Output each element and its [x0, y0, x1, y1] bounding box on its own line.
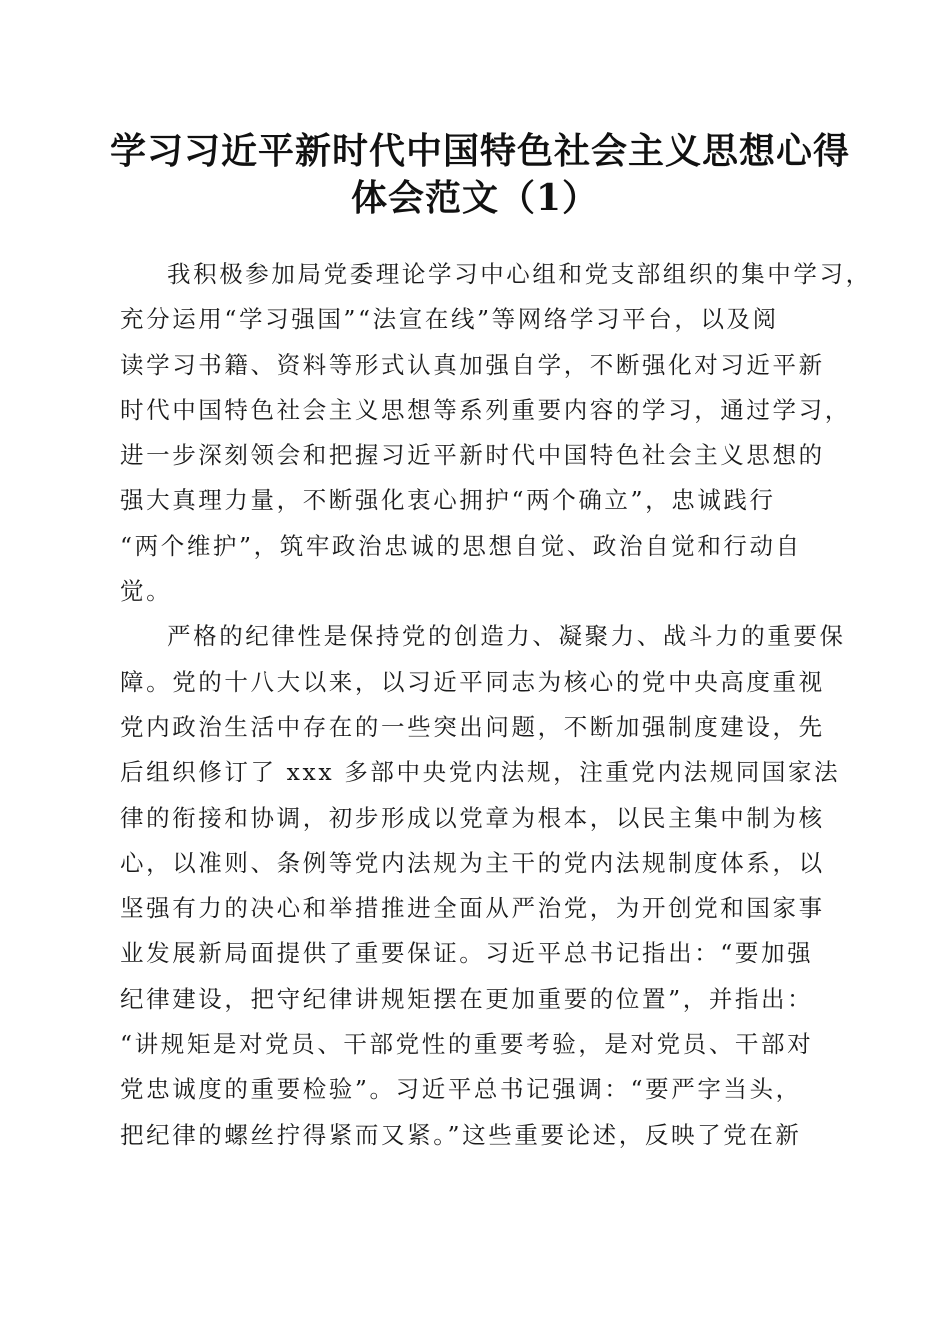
- paragraph-line: 业发展新局面提供了重要保证。习近平总书记指出：“要加强: [120, 939, 814, 968]
- paragraph-line: 强大真理力量，不断强化衷心拥护“两个确立”，忠诚践行: [120, 486, 776, 515]
- paragraph-line: 把纪律的螺丝拧得紧而又紧。”这些重要论述，反映了党在新: [120, 1120, 802, 1149]
- paragraph-line: 纪律建设，把守纪律讲规矩摆在更加重要的位置”，并指出：: [120, 984, 814, 1013]
- paragraph-line: 觉。: [120, 577, 173, 606]
- paragraph-line: 党忠诚度的重要检验”。习近平总书记强调：“要严字当头，: [120, 1075, 802, 1104]
- document-title: [110, 128, 851, 222]
- paragraph-line: 严格的纪律性是保持党的创造力、凝聚力、战斗力的重要保: [167, 622, 846, 651]
- title-line-1: 学习习近平新时代中国特色社会主义思想心得: [110, 130, 851, 172]
- paragraph-line: “讲规矩是对党员、干部党性的重要考验，是对党员、干部对: [120, 1030, 814, 1059]
- paragraph-line: 我积极参加局党委理论学习中心组和党支部组织的集中学习，: [167, 260, 872, 288]
- paragraph-1: [120, 252, 872, 614]
- paragraph-line: 障。党的十八大以来，以习近平同志为核心的党中央高度重视: [120, 667, 825, 696]
- paragraph-line: 后组织修订了 xxx 多部中央党内法规，注重党内法规同国家法: [120, 758, 841, 787]
- paragraph-line: “两个维护”，筑牢政治忠诚的思想自觉、政治自觉和行动自: [120, 531, 802, 560]
- paragraph-line: 党内政治生活中存在的一些突出问题，不断加强制度建设，先: [120, 712, 825, 741]
- document-body: [120, 252, 872, 1158]
- paragraph-line: 心，以准则、条例等党内法规为主干的党内法规制度体系，以: [120, 848, 825, 877]
- paragraph-line: 进一步深刻领会和把握习近平新时代中国特色社会主义思想的: [120, 441, 825, 470]
- paragraph-2: [120, 614, 846, 1158]
- title-line-2: 体会范文（1）: [350, 177, 600, 219]
- paragraph-line: 充分运用“学习强国”“法宣在线”等网络学习平台，以及阅: [120, 305, 779, 334]
- paragraph-line: 时代中国特色社会主义思想等系列重要内容的学习，通过学习，: [120, 395, 851, 424]
- paragraph-line: 读学习书籍、资料等形式认真加强自学，不断强化对习近平新: [120, 350, 825, 379]
- paragraph-line: 律的衔接和协调，初步形成以党章为根本，以民主集中制为核: [120, 803, 825, 832]
- paragraph-line: 坚强有力的决心和举措推进全面从严治党，为开创党和国家事: [120, 894, 825, 923]
